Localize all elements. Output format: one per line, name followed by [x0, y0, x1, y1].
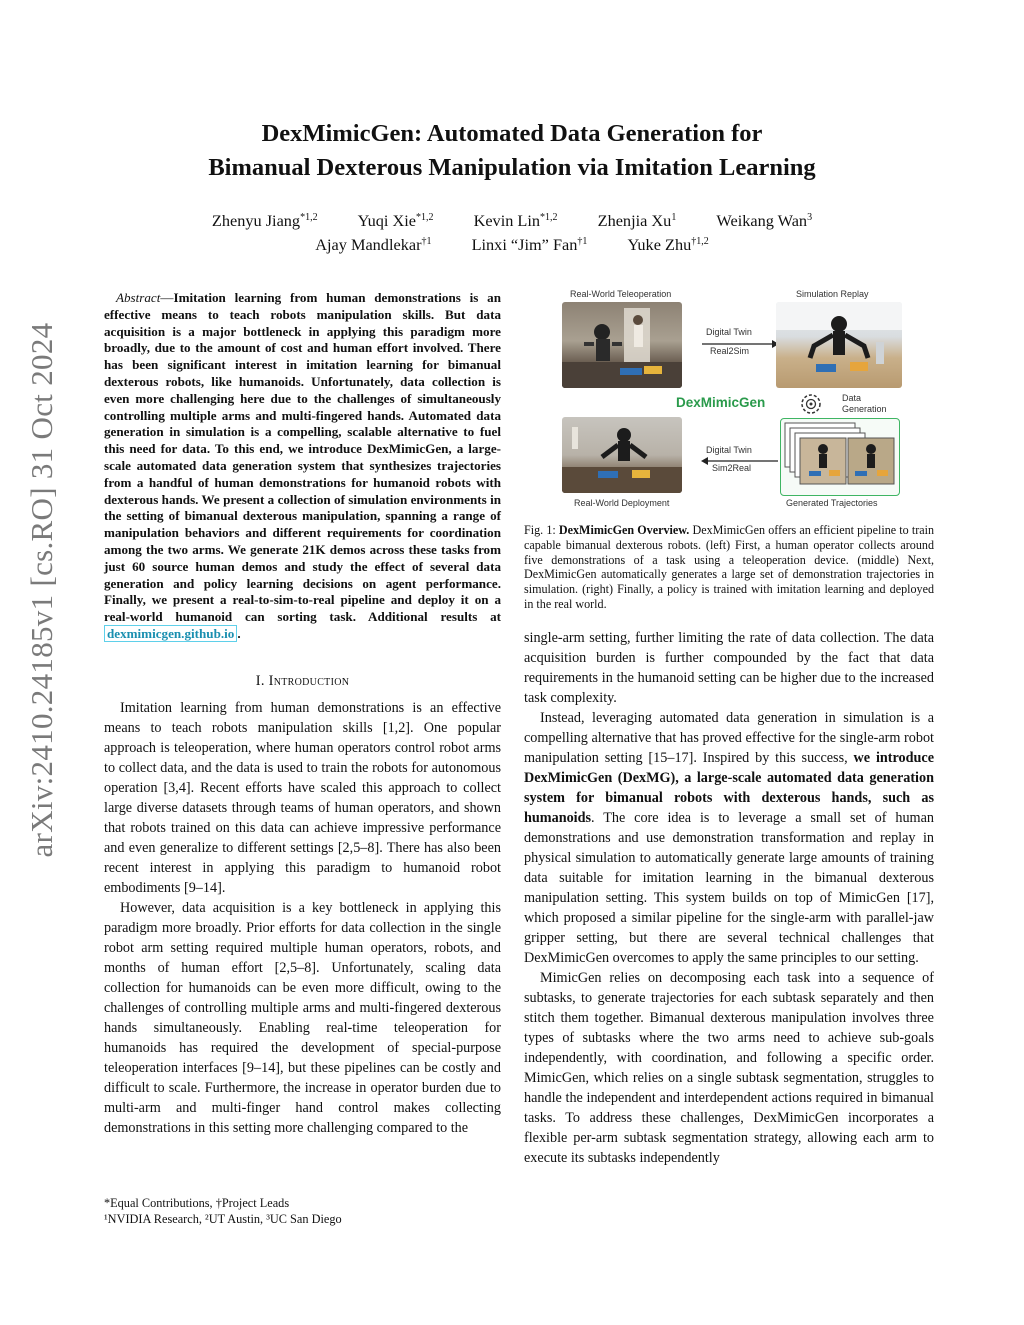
label-digital-twin-bottom: Digital Twin — [706, 445, 752, 455]
deployment-scene-graphic — [562, 417, 682, 493]
caption-body: DexMimicGen offers an efficient pipeline to train capable bimanual dexterous robots. (left) First, a human operator collects around five demonstrations of a task using a teleoperation device. (middle) Next, DexMimicGen automatically generates a large set of demonstration trajectories in simulation. (right) Finally, a policy is trained with imitation learning and deployed in the real world. — [524, 523, 934, 611]
label-digital-twin-top: Digital Twin — [706, 327, 752, 337]
figure-caption — [524, 523, 934, 612]
simulation-replay-photo — [776, 302, 902, 388]
author: Kevin Lin$^{*1,2}$ — [473, 211, 558, 230]
teleoperation-photo — [562, 302, 682, 388]
author: Yuke Zhu$^{\dagger 1,2}$ — [627, 235, 709, 254]
intro-text — [104, 698, 501, 1138]
simulation-scene-graphic — [776, 302, 902, 388]
contribution-statement: we introduce DexMimicGen (DexMG), a large-scale automated data generation system for bimanual robots with dexterous hands, such as humanoids — [524, 750, 935, 826]
author-list — [0, 209, 1024, 257]
label-data-generation: Data Generation — [842, 393, 887, 414]
abstract-label: Abstract — [116, 290, 161, 305]
caption-title: DexMimicGen Overview. — [558, 523, 690, 537]
deployment-photo — [562, 417, 682, 493]
footnote-equal-contribution: *Equal Contributions, †Project Leads — [104, 1196, 290, 1210]
right-paragraph-1: single-arm setting, further limiting the rate of data collection. The data acquisition burden is further compounded by the fact that data requirements in the humanoid setting can be higher due to the increased task complexity. — [524, 630, 934, 706]
dexmimicgen-label: DexMimicGen — [676, 395, 766, 410]
author: Ajay Mandlekar$^{\dagger 1}$ — [315, 235, 432, 254]
author: Weikang Wan$^3$ — [716, 211, 813, 230]
footnotes — [104, 1196, 501, 1227]
abstract-text: Imitation learning from human demonstrations is an effective means to teach robots manipulation skills. But data acquisition is a major bottleneck in applying this paradigm more broadly, due to the amount of cost and human effort involved. There has been significant interest in imitation learning for bimanual dexterous robots, like humanoids. Unfortunately, data collection is even more challenging here due to the challenges of simultaneously controlling multiple arms and multi-fingered hands. Automated data generation in simulation is a compelling, scalable alternative to fuel this need for data. To this end, we introduce DexMimicGen, a large-scale automated data generation system that synthesizes trajectories from a handful of human demonstrations for humanoid robots with dexterous hands. We present a collection of simulation environments in the setting of bimanual dexterous manipulation, spanning a range of manipulation behaviors and different requirements for coordination among the two arms. We generate 21K demos across these tasks from just 60 source human demos and study the effect of several data generation and policy learning decisions on agent performance. Finally, we present a real-to-sim-to-real pipeline and deploy it on a real-world humanoid can sorting task. Additional results at — [104, 290, 501, 625]
right-paragraph-3: MimicGen relies on decomposing each task into a sequence of subtasks, to generate trajectories for each subtask separately and then stitch them together. Bimanual dexterous manipulation involves three types of subtasks where the two arms need to achieve sub-goals independently, with coordination, and following a specific order. MimicGen, which relies on a single subtask segmentation, struggles to handle the independent and interdependent actions required in bimanual tasks. To address these challenges, DexMimicGen incorporates a flexible per-arm subtask segmentation strategy, allowing each arm to execute its subtasks independently — [524, 970, 934, 1166]
label-real2sim: Real2Sim — [710, 346, 750, 356]
gear-icon — [799, 392, 823, 416]
teleoperation-scene-graphic — [562, 302, 682, 388]
author: Yuqi Xie$^{*1,2}$ — [357, 211, 434, 230]
label-real-world-teleoperation: Real-World Teleoperation — [570, 289, 672, 299]
author: Zhenjia Xu$^1$ — [597, 211, 677, 230]
label-real-world-deployment: Real-World Deployment — [574, 498, 670, 508]
authors-row-1 — [0, 209, 1024, 233]
title-line-2: Bimanual Dexterous Manipulation via Imitation Learning — [208, 154, 816, 181]
label-simulation-replay: Simulation Replay — [796, 289, 869, 299]
authors-row-2 — [0, 233, 1024, 257]
right-paragraph-2: Instead, leveraging automated data generation in simulation is a compelling alternative that has proved effective for the single-arm robot manipulation setting [15–17]. Inspired by this success, we introduce DexMimicGen (DexMG), a large-scale automated data generation system for bimanual robots with dexterous hands, such as humanoids. The core idea is to leverage a small set of human demonstrations and use demonstration transformation and replay in physical simulation to automatically generate large amounts of training data suitable for imitation learning in the bimanual dexterous manipulation setting. This system builds on top of MimicGen [17], which proposed a similar pipeline for the single-arm with parallel-jaw gripper setting, but there are several technical challenges that DexMimicGen overcomes to apply the same principles to our setting. — [524, 710, 935, 966]
label-generated-trajectories: Generated Trajectories — [786, 498, 878, 508]
project-link[interactable]: dexmimicgen.github.io — [104, 625, 237, 642]
footnote-affiliations: ¹NVIDIA Research, ²UT Austin, ³UC San Diego — [104, 1211, 342, 1226]
right-column-text — [524, 628, 934, 1168]
intro-paragraph-1: Imitation learning from human demonstrations is an effective means to teach robots manipulation skills [1,2]. One popular approach is teleoperation, where human operators control robot arms to collect data, and the data is used to train the robots for autonomous operation [3,4]. Recent efforts have scaled this approach to collect large diverse datasets through teams of human operators, and shown that robots trained on this data can achieve impressive performance and even generalize to different settings [2,5–8]. There has also been recent interest in applying this paradigm to humanoid robot embodiments [9–14]. — [104, 700, 501, 896]
trajectory-stack-graphic — [781, 419, 899, 495]
intro-paragraph-2: However, data acquisition is a key bottleneck in applying this paradigm more broadly. Prior efforts for data collection in the single robot arm setting required multiple human operators, robots, and months of human effort [2,5–8]. Unfortunately, scaling data collection for humanoids can be even more difficult, owing to the challenges of controlling multiple arms and multi-fingered dexterous hands simultaneously. Enabling real-time teleoperation for humanoids has required the development of special-purpose teleoperation interfaces [9–14], but these pipelines can be costly and difficult to scale. Furthermore, the increase in operator burden due to multi-arm and multi-finger hand control makes collecting demonstrations in this setting more challenging compared to the — [104, 900, 501, 1136]
generated-trajectories-box — [780, 418, 900, 496]
label-sim2real: Sim2Real — [712, 463, 752, 473]
caption-prefix: Fig. 1: — [524, 523, 559, 537]
author: Linxi “Jim” Fan$^{\dagger 1}$ — [471, 235, 588, 254]
section-title: Introduction — [268, 673, 350, 689]
paper-title — [0, 117, 1024, 185]
arxiv-identifier: arXiv:2410.24185v1 [cs.RO] 31 Oct 2024 — [24, 322, 59, 858]
author: Zhenyu Jiang$^{*1,2}$ — [211, 211, 318, 230]
title-line-1: DexMimicGen: Automated Data Generation for — [261, 120, 763, 147]
abstract: Abstract—Imitation learning from human demonstrations is an effective means to teach robots manipulation skills. But data acquisition is a major bottleneck in applying this paradigm more broadly, due to the amount of cost and human effort involved. There has been significant interest in imitation learning for bimanual dexterous robots, like humanoids. Unfortunately, data collection is even more challenging here due to the challenges of simultaneously controlling multiple arms and multi-fingered hands. Automated data generation in simulation is a compelling, scalable alternative to fuel this need for data. To this end, we introduce DexMimicGen, a large-scale automated data generation system that synthesizes trajectories from a handful of human demonstrations for humanoid robots with dexterous hands. We present a collection of simulation environments in the setting of bimanual dexterous manipulation, spanning a range of manipulation behaviors and different requirements for coordination among the two arms. We generate 21K demos across these tasks from just 60 source human demos and study the effect of several data generation and policy learning decisions on agent performance. Finally, we present a real-to-sim-to-real pipeline and deploy it on a real-world humanoid can sorting task. Additional results at dexmimicgen.github.io . — [104, 290, 501, 641]
figure-overview — [560, 286, 904, 512]
section-heading: I. Introduction — [255, 673, 350, 689]
